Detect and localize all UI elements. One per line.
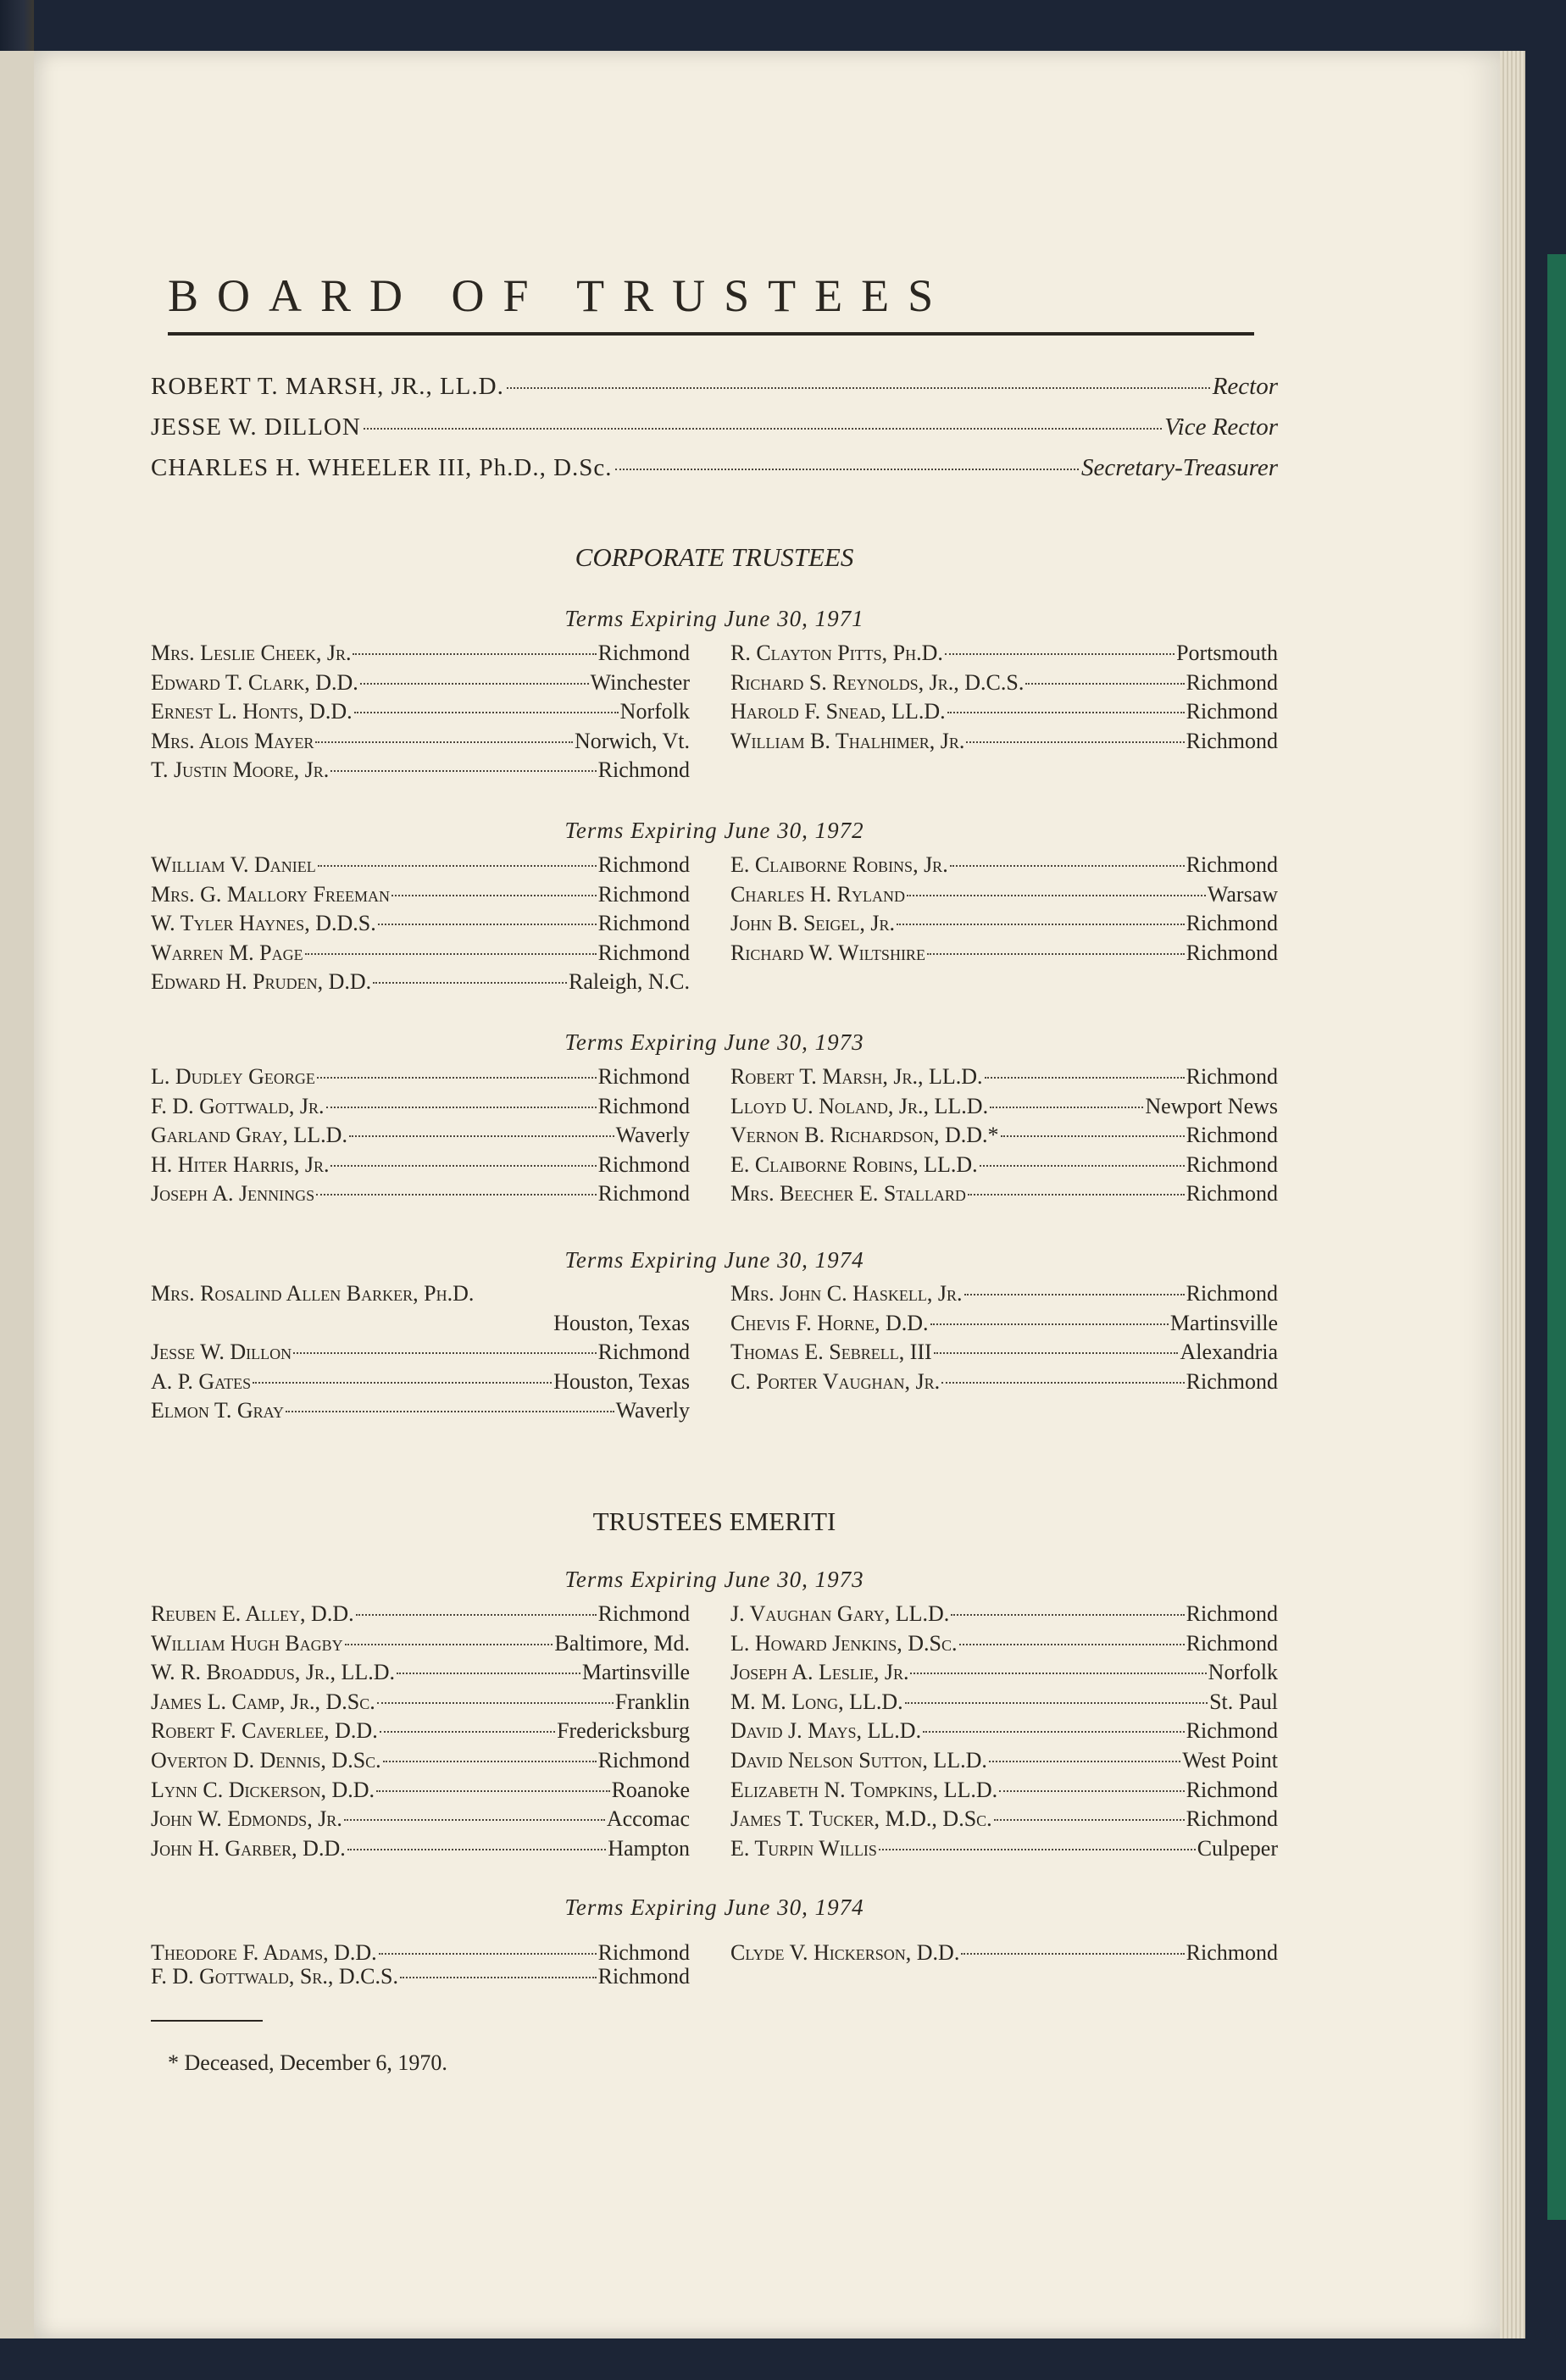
trustee-name: Reuben E. Alley, D.D. bbox=[151, 1601, 354, 1626]
dot-leader bbox=[930, 1323, 1169, 1325]
trustee-name: Ernest L. Honts, D.D. bbox=[151, 699, 353, 724]
dot-leader bbox=[994, 1819, 1185, 1821]
trustee-column-right bbox=[730, 1064, 1278, 1211]
trustee-name: W. R. Broaddus, Jr., LL.D. bbox=[151, 1660, 396, 1685]
dot-leader bbox=[392, 895, 597, 896]
trustee-place: West Point bbox=[1182, 1747, 1278, 1773]
trustee-name: Mrs. G. Mallory Freeman bbox=[151, 881, 390, 907]
trustee-place: Richmond bbox=[597, 1151, 690, 1177]
footnote: * Deceased, December 6, 1970. bbox=[168, 2050, 447, 2075]
officer-row bbox=[151, 413, 1278, 454]
trustee-row bbox=[730, 1181, 1278, 1211]
terms-heading: Terms Expiring June 30, 1971 bbox=[564, 606, 864, 631]
trustee-row bbox=[730, 1631, 1278, 1661]
trustee-name: John W. Edmonds, Jr. bbox=[151, 1806, 342, 1832]
trustee-name: Robert F. Caverlee, D.D. bbox=[151, 1718, 378, 1744]
trustee-row bbox=[151, 1660, 690, 1689]
trustee-row bbox=[151, 1689, 690, 1719]
trustee-name: Lynn C. Dickerson, D.D. bbox=[151, 1777, 375, 1802]
trustee-name: William V. Daniel bbox=[151, 852, 316, 877]
trustee-place: Richmond bbox=[1186, 1064, 1278, 1089]
trustee-place: Alexandria bbox=[1180, 1340, 1278, 1365]
trustee-place: Richmond bbox=[1186, 699, 1278, 724]
dot-leader bbox=[989, 1761, 1180, 1762]
trustee-place: Richmond bbox=[1186, 1630, 1278, 1656]
trustee-place: Richmond bbox=[1186, 1806, 1278, 1832]
trustee-row bbox=[151, 1940, 690, 1964]
trustee-name: Overton D. Dennis, D.Sc. bbox=[151, 1747, 381, 1773]
trustee-name: Vernon B. Richardson, D.D.* bbox=[730, 1123, 999, 1148]
trustee-row bbox=[730, 1689, 1278, 1719]
trustee-place: Newport News bbox=[1145, 1093, 1278, 1118]
trustee-row bbox=[730, 670, 1278, 700]
trustee-row bbox=[151, 969, 690, 999]
trustee-row bbox=[730, 1311, 1278, 1340]
terms-heading: Terms Expiring June 30, 1973 bbox=[564, 1029, 864, 1055]
trustee-name: E. Turpin Willis bbox=[730, 1835, 877, 1861]
dot-leader bbox=[879, 1849, 1196, 1850]
dot-leader bbox=[373, 982, 567, 984]
dot-leader bbox=[378, 924, 597, 925]
trustee-name: Elizabeth N. Tompkins, LL.D. bbox=[730, 1777, 998, 1802]
trustee-place: Richmond bbox=[1186, 1940, 1278, 1965]
trustee-place: Richmond bbox=[597, 641, 690, 665]
dot-leader bbox=[951, 1614, 1184, 1616]
dot-leader bbox=[353, 653, 596, 655]
dot-leader bbox=[379, 1953, 597, 1955]
trustee-name: Lloyd U. Noland, Jr., LL.D. bbox=[730, 1093, 989, 1118]
trustee-place: Richmond bbox=[597, 1064, 690, 1089]
trustee-row bbox=[151, 1281, 690, 1311]
officer-title: Secretary-Treasurer bbox=[1081, 454, 1278, 481]
trustee-place: Norwich, Vt. bbox=[574, 728, 690, 753]
dot-leader bbox=[316, 1194, 597, 1196]
dot-leader bbox=[354, 712, 619, 713]
trustee-place: Richmond bbox=[597, 940, 690, 965]
trustee-column-right bbox=[730, 852, 1278, 969]
trustee-place: Richmond bbox=[597, 1340, 690, 1365]
trustee-place: Martinsville bbox=[581, 1660, 690, 1685]
dot-leader bbox=[980, 1165, 1185, 1167]
trustee-column-left bbox=[151, 641, 690, 787]
trustee-name: Theodore F. Adams, D.D. bbox=[151, 1940, 377, 1965]
trustee-name: T. Justin Moore, Jr. bbox=[151, 757, 330, 783]
dot-leader bbox=[910, 1673, 1206, 1674]
trustee-column-left bbox=[151, 1281, 690, 1428]
trustee-row bbox=[151, 1601, 690, 1631]
dot-leader bbox=[380, 1731, 555, 1733]
trustee-name: W. Tyler Haynes, D.D.S. bbox=[151, 911, 376, 936]
trustee-place: Houston, Texas bbox=[553, 1310, 690, 1335]
dot-leader bbox=[615, 469, 1079, 470]
corporate-trustees-heading: CORPORATE TRUSTEES bbox=[575, 542, 854, 572]
trustee-place: Franklin bbox=[614, 1689, 690, 1714]
dot-leader bbox=[347, 1849, 607, 1850]
dot-leader bbox=[905, 1702, 1208, 1704]
trustee-place: St. Paul bbox=[1209, 1689, 1278, 1714]
trustee-row bbox=[151, 1778, 690, 1807]
trustee-place: Martinsville bbox=[1169, 1310, 1278, 1335]
trustee-row bbox=[151, 1806, 690, 1836]
trustee-name: Mrs. John C. Haskell, Jr. bbox=[730, 1281, 963, 1306]
dot-leader bbox=[990, 1107, 1143, 1108]
dot-leader bbox=[349, 1135, 614, 1137]
trustee-name: F. D. Gottwald, Sr., D.C.S. bbox=[151, 1964, 398, 1989]
dot-leader bbox=[315, 741, 573, 743]
trustee-row bbox=[151, 1964, 690, 1988]
trustee-row bbox=[151, 1340, 690, 1369]
trustee-name: Chevis F. Horne, D.D. bbox=[730, 1310, 929, 1335]
trustee-place: Hampton bbox=[608, 1835, 690, 1861]
dot-leader bbox=[345, 1644, 553, 1645]
trustee-row bbox=[151, 852, 690, 882]
dot-leader bbox=[360, 683, 589, 685]
dot-leader bbox=[400, 1977, 597, 1978]
trustee-place: Richmond bbox=[597, 1093, 690, 1118]
trustee-row bbox=[151, 1718, 690, 1748]
trustee-place: Richmond bbox=[1186, 1601, 1278, 1626]
trustee-row bbox=[151, 1123, 690, 1152]
trustee-row bbox=[151, 1369, 690, 1399]
trustee-row bbox=[730, 1778, 1278, 1807]
trustee-place: Richmond bbox=[597, 911, 690, 936]
trustee-row bbox=[151, 670, 690, 700]
trustee-name: Edward H. Pruden, D.D. bbox=[151, 969, 372, 995]
dot-leader bbox=[985, 1077, 1185, 1079]
trustee-place: Accomac bbox=[606, 1806, 690, 1832]
trustee-name: John B. Seigel, Jr. bbox=[730, 911, 896, 936]
dot-leader bbox=[383, 1761, 597, 1762]
officer-title: Vice Rector bbox=[1164, 413, 1278, 441]
dot-leader bbox=[317, 1077, 597, 1079]
trustee-name: Mrs. Alois Mayer bbox=[151, 728, 314, 753]
trustee-row bbox=[730, 1369, 1278, 1399]
trustee-row bbox=[730, 699, 1278, 729]
dot-leader bbox=[945, 653, 1174, 655]
officer-name: CHARLES H. WHEELER III, Ph.D., D.Sc. bbox=[151, 454, 613, 481]
trustee-row bbox=[730, 1660, 1278, 1689]
trustee-name: Elmon T. Gray bbox=[151, 1398, 284, 1423]
page-title: BOARD OF TRUSTEES bbox=[168, 270, 952, 321]
trustee-name: Mrs. Rosalind Allen Barker, Ph.D. bbox=[151, 1281, 475, 1306]
dot-leader bbox=[376, 1790, 610, 1792]
trustee-name: M. M. Long, LL.D. bbox=[730, 1689, 903, 1714]
trustee-place: Richmond bbox=[1186, 911, 1278, 936]
trustee-place: Richmond bbox=[597, 757, 690, 783]
trustee-place: Winchester bbox=[590, 669, 690, 695]
dot-leader bbox=[305, 953, 597, 955]
trustee-name: L. Howard Jenkins, D.Sc. bbox=[730, 1630, 958, 1656]
trustee-row bbox=[730, 1094, 1278, 1123]
dot-leader bbox=[253, 1382, 552, 1384]
trustee-row bbox=[730, 1123, 1278, 1152]
dot-leader bbox=[950, 865, 1185, 867]
trustee-row bbox=[151, 1398, 690, 1428]
trustee-row bbox=[151, 882, 690, 912]
trustee-row bbox=[151, 1094, 690, 1123]
trustee-place: Warsaw bbox=[1207, 881, 1278, 907]
trustee-name: James L. Camp, Jr., D.Sc. bbox=[151, 1689, 375, 1714]
dot-leader bbox=[318, 865, 597, 867]
trustee-place: Houston, Texas bbox=[553, 1368, 690, 1394]
trustee-row bbox=[151, 757, 690, 787]
terms-heading: Terms Expiring June 30, 1973 bbox=[564, 1567, 864, 1592]
dot-leader bbox=[330, 1165, 596, 1167]
trustee-place: Richmond bbox=[1186, 1151, 1278, 1177]
dot-leader bbox=[964, 1294, 1185, 1295]
emeriti-column-left bbox=[151, 1601, 690, 1865]
trustee-name: E. Claiborne Robins, Jr. bbox=[730, 852, 948, 877]
trustee-name: James T. Tucker, M.D., D.Sc. bbox=[730, 1806, 992, 1832]
dot-leader bbox=[1025, 683, 1184, 685]
dot-leader bbox=[999, 1790, 1185, 1792]
trustee-row bbox=[730, 1281, 1278, 1311]
dot-leader bbox=[941, 1382, 1185, 1384]
dot-leader bbox=[947, 712, 1185, 713]
terms-heading: Terms Expiring June 30, 1972 bbox=[564, 818, 864, 843]
trustee-row bbox=[151, 911, 690, 940]
trustee-name: David J. Mays, LL.D. bbox=[730, 1718, 922, 1744]
dot-leader bbox=[959, 1644, 1185, 1645]
trustee-row bbox=[730, 641, 1278, 670]
trustee-name: Edward T. Clark, D.D. bbox=[151, 669, 358, 695]
trustee-row bbox=[730, 940, 1278, 970]
trustee-name: Robert T. Marsh, Jr., LL.D. bbox=[730, 1064, 983, 1089]
trustee-name: Joseph A. Leslie, Jr. bbox=[730, 1660, 909, 1685]
trustee-place: Richmond bbox=[1186, 1777, 1278, 1802]
trustee-place: Richmond bbox=[1186, 1368, 1278, 1394]
dot-leader bbox=[923, 1731, 1185, 1733]
trustee-row bbox=[730, 729, 1278, 758]
emeriti-column-right bbox=[730, 1601, 1278, 1865]
trustee-row bbox=[730, 1152, 1278, 1182]
trustee-row bbox=[730, 1340, 1278, 1369]
trustee-place: Richmond bbox=[597, 881, 690, 907]
emeriti-column-left bbox=[151, 1940, 690, 1988]
trustee-place: Richmond bbox=[1186, 852, 1278, 877]
trustee-place: Richmond bbox=[1186, 728, 1278, 753]
footnote-rule bbox=[151, 2020, 263, 2022]
trustee-row bbox=[730, 1940, 1278, 1970]
trustee-place: Waverly bbox=[615, 1123, 690, 1148]
trustee-row bbox=[151, 1181, 690, 1211]
trustee-name: William Hugh Bagby bbox=[151, 1630, 343, 1656]
trustee-row bbox=[151, 1836, 690, 1866]
trustee-name: F. D. Gottwald, Jr. bbox=[151, 1093, 325, 1118]
trustee-name: A. P. Gates bbox=[151, 1368, 252, 1394]
dot-leader bbox=[897, 924, 1185, 925]
trustee-name: Warren M. Page bbox=[151, 940, 303, 965]
trustee-place: Baltimore, Md. bbox=[554, 1630, 690, 1656]
trustee-name: Mrs. Beecher E. Stallard bbox=[730, 1181, 966, 1207]
trustee-name: Richard S. Reynolds, Jr., D.C.S. bbox=[730, 669, 1025, 695]
trustee-name: L. Dudley George bbox=[151, 1064, 315, 1089]
trustee-place: Richmond bbox=[597, 852, 690, 877]
trustee-row bbox=[151, 940, 690, 970]
trustee-name: Thomas E. Sebrell, III bbox=[730, 1340, 932, 1365]
trustee-place: Waverly bbox=[615, 1398, 690, 1423]
trustee-place: Richmond bbox=[597, 1601, 690, 1626]
trustee-name: Charles H. Ryland bbox=[730, 881, 905, 907]
terms-heading: Terms Expiring June 30, 1974 bbox=[564, 1895, 864, 1920]
trustee-name: C. Porter Vaughan, Jr. bbox=[730, 1368, 941, 1394]
trustee-place: Richmond bbox=[1186, 940, 1278, 965]
trustee-row bbox=[151, 1631, 690, 1661]
trustee-column-right bbox=[730, 641, 1278, 757]
dot-leader bbox=[344, 1819, 605, 1821]
trustee-name: Garland Gray, LL.D. bbox=[151, 1123, 347, 1148]
dot-leader bbox=[330, 770, 596, 772]
trustee-name: Jesse W. Dillon bbox=[151, 1340, 292, 1365]
trustee-place: Richmond bbox=[1186, 1281, 1278, 1306]
trustee-place: Norfolk bbox=[619, 699, 690, 724]
trustee-row-continued bbox=[151, 1311, 690, 1340]
trustee-row bbox=[730, 1806, 1278, 1836]
trustee-row bbox=[730, 1601, 1278, 1631]
trustee-row bbox=[730, 882, 1278, 912]
trustee-row bbox=[151, 641, 690, 670]
trustee-row bbox=[730, 1748, 1278, 1778]
trustee-place: Norfolk bbox=[1208, 1660, 1278, 1685]
officer-row bbox=[151, 373, 1278, 413]
trustee-name: William B. Thalhimer, Jr. bbox=[730, 728, 965, 753]
trustee-name: John H. Garber, D.D. bbox=[151, 1835, 346, 1861]
dot-leader bbox=[507, 387, 1210, 389]
trustee-place: Fredericksburg bbox=[557, 1718, 690, 1744]
trustee-name: R. Clayton Pitts, Ph.D. bbox=[730, 641, 943, 665]
title-rule bbox=[168, 332, 1254, 336]
trustee-place: Portsmouth bbox=[1176, 641, 1278, 665]
trustee-column-right bbox=[730, 1281, 1278, 1398]
trustee-place: Roanoke bbox=[611, 1777, 690, 1802]
dot-leader bbox=[966, 741, 1184, 743]
trustee-row bbox=[730, 911, 1278, 940]
dot-leader bbox=[377, 1702, 614, 1704]
trustee-name: Richard W. Wiltshire bbox=[730, 940, 925, 965]
trustee-row bbox=[151, 1152, 690, 1182]
trustee-place: Richmond bbox=[597, 1940, 690, 1965]
trustee-place: Richmond bbox=[1186, 1181, 1278, 1207]
officer-name: ROBERT T. MARSH, JR., LL.D. bbox=[151, 373, 504, 400]
trustee-name: Joseph A. Jennings bbox=[151, 1181, 315, 1207]
trustee-place: Richmond bbox=[1186, 1123, 1278, 1148]
dot-leader bbox=[927, 953, 1185, 955]
dot-leader bbox=[907, 895, 1206, 896]
trustee-name: David Nelson Sutton, LL.D. bbox=[730, 1747, 987, 1773]
trustee-row bbox=[730, 852, 1278, 882]
dot-leader bbox=[364, 428, 1162, 430]
trustee-place: Richmond bbox=[597, 1747, 690, 1773]
trustees-emeriti-heading: TRUSTEES EMERITI bbox=[592, 1506, 836, 1536]
officer-row bbox=[151, 454, 1278, 495]
trustee-column-left bbox=[151, 852, 690, 999]
dot-leader bbox=[1001, 1135, 1185, 1137]
trustee-name: H. Hiter Harris, Jr. bbox=[151, 1151, 330, 1177]
trustee-name: Harold F. Snead, LL.D. bbox=[730, 699, 946, 724]
trustee-name: Clyde V. Hickerson, D.D. bbox=[730, 1940, 960, 1965]
trustee-row bbox=[151, 729, 690, 758]
trustee-name: E. Claiborne Robins, LL.D. bbox=[730, 1151, 978, 1177]
officers-list bbox=[151, 373, 1278, 495]
trustee-row bbox=[730, 1718, 1278, 1748]
dot-leader bbox=[293, 1352, 597, 1354]
trustee-place: Richmond bbox=[1186, 1718, 1278, 1744]
officer-title: Rector bbox=[1212, 373, 1278, 400]
trustee-place: Culpeper bbox=[1197, 1835, 1278, 1861]
dot-leader bbox=[326, 1107, 597, 1108]
dot-leader bbox=[286, 1411, 614, 1412]
trustee-row bbox=[730, 1064, 1278, 1094]
trustee-name: Mrs. Leslie Cheek, Jr. bbox=[151, 641, 352, 665]
dot-leader bbox=[356, 1614, 597, 1616]
trustee-row bbox=[151, 1748, 690, 1778]
trustee-row bbox=[151, 699, 690, 729]
dot-leader bbox=[397, 1673, 580, 1674]
trustee-column-left bbox=[151, 1064, 690, 1211]
terms-heading: Terms Expiring June 30, 1974 bbox=[564, 1247, 864, 1273]
trustee-place: Raleigh, N.C. bbox=[569, 969, 690, 995]
trustee-row bbox=[151, 1064, 690, 1094]
trustee-row bbox=[730, 1836, 1278, 1866]
trustee-place: Richmond bbox=[597, 1964, 690, 1989]
dot-leader bbox=[961, 1953, 1184, 1955]
emeriti-column-right bbox=[730, 1940, 1278, 1970]
trustee-place: Richmond bbox=[1186, 669, 1278, 695]
officer-name: JESSE W. DILLON bbox=[151, 413, 361, 441]
trustee-name: J. Vaughan Gary, LL.D. bbox=[730, 1601, 950, 1626]
trustee-place: Richmond bbox=[597, 1181, 690, 1207]
dot-leader bbox=[934, 1352, 1179, 1354]
dot-leader bbox=[968, 1194, 1185, 1196]
